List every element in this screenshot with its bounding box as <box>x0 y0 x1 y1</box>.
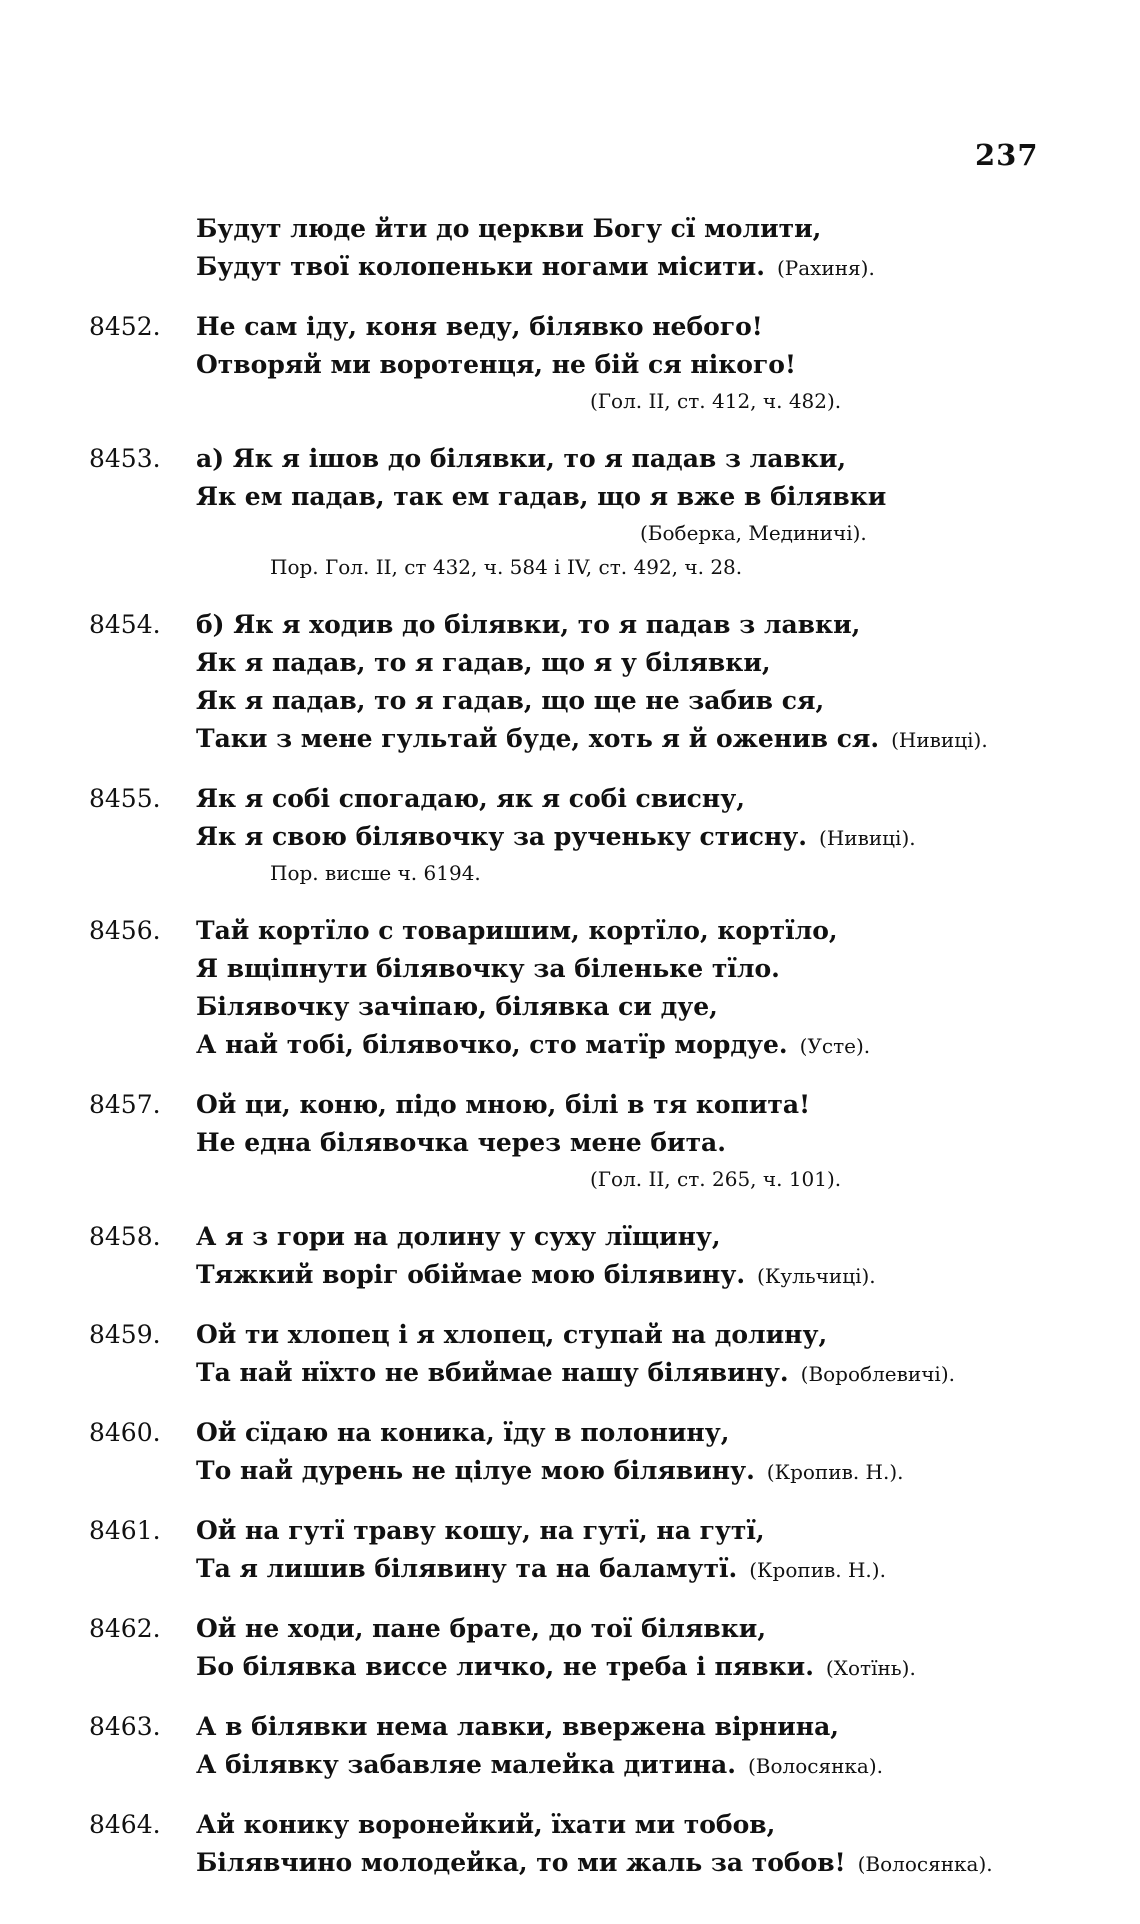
verse-text: Та я лишив білявину та на баламутї. <box>196 1554 738 1583</box>
verse-text: А най тобі, білявочко, сто матїр мордуе. <box>196 1030 788 1059</box>
verse-line <box>0 682 1140 720</box>
entry-number: 8458. <box>89 1222 161 1251</box>
entry-number: 8464. <box>89 1810 161 1839</box>
verse-text: Білявочку зачіпаю, білявка си дуе, <box>196 992 718 1021</box>
verse-text: Бо білявка виссе личко, не треба і пявки. <box>196 1652 814 1681</box>
verse-line <box>0 912 1140 950</box>
verse-text: Як я собі спогадаю, як я собі свисну, <box>196 784 745 813</box>
entry-number: 8455. <box>89 784 161 813</box>
verse-line <box>0 818 1140 856</box>
verse-text: Ой на гутї траву кошу, на гутї, на гутї, <box>196 1516 765 1545</box>
reference-line <box>0 550 1140 584</box>
entry-number: 8461. <box>89 1516 161 1545</box>
page-number: 237 <box>975 138 1039 172</box>
reference-note: Пор. висше ч. 6194. <box>270 861 481 885</box>
entry-number: 8459. <box>89 1320 161 1349</box>
verse-text: Тяжкий воріг обіймае мою білявину. <box>196 1260 746 1289</box>
verse-text: Як я падав, то я гадав, що ще не забив ся, <box>196 686 825 715</box>
entry-number: 8457. <box>89 1090 161 1119</box>
reference-note: Пор. Гол. II, ст 432, ч. 584 і IV, ст. 492, ч. 28. <box>270 555 743 579</box>
source-note: (Хотїнь). <box>825 1656 916 1680</box>
verse-text: Як я падав, то я гадав, що я у білявки, <box>196 648 771 677</box>
source-line <box>0 516 1140 550</box>
verse-text: Ой сїдаю на коника, їду в полонину, <box>196 1418 730 1447</box>
verse-line <box>0 478 1140 516</box>
verse-text: Тай кортїло с товаришим, кортїло, кортїло, <box>196 916 838 945</box>
verse-line <box>0 1354 1140 1392</box>
verse-text: Будут твої колопеньки ногами місити. <box>196 252 765 281</box>
verse-text: Не сам іду, коня веду, білявко небого! <box>196 312 763 341</box>
source-note: (Кропив. Н.). <box>749 1558 886 1582</box>
verse-text: Та най нїхто не вбиймае нашу білявину. <box>196 1358 789 1387</box>
entry-number: 8462. <box>89 1614 161 1643</box>
entry-number: 8460. <box>89 1418 161 1447</box>
source-note: (Боберка, Мединичі). <box>640 521 867 545</box>
verse-text: Таки з мене гультай буде, хоть я й оженив ся. <box>196 724 880 753</box>
source-note: (Усте). <box>799 1034 871 1058</box>
source-line <box>0 384 1140 418</box>
verse-line <box>0 248 1140 286</box>
verse-line <box>0 1256 1140 1294</box>
verse-line <box>0 1026 1140 1064</box>
verse-line <box>0 644 1140 682</box>
verse-text: Як я свою білявочку за рученьку стисну. <box>196 822 808 851</box>
verse-text: а) Як я ішов до білявки, то я падав з лавки, <box>196 444 847 473</box>
verse-line <box>0 1806 1140 1844</box>
song-text <box>0 210 1140 1882</box>
source-note: (Вороблевичі). <box>800 1362 955 1386</box>
source-note: (Гол. II, ст. 412, ч. 482). <box>590 389 842 413</box>
entry-number: 8463. <box>89 1712 161 1741</box>
verse-line <box>0 1648 1140 1686</box>
source-note: (Кропив. Н.). <box>766 1460 904 1484</box>
entry-number: 8456. <box>89 916 161 945</box>
source-note: (Кульчиці). <box>757 1264 876 1288</box>
verse-line <box>0 1086 1140 1124</box>
verse-text: Ай конику воронейкий, їхати ми тобов, <box>196 1810 776 1839</box>
verse-text: Я вщіпнути білявочку за біленьке тїло. <box>196 954 780 983</box>
verse-line <box>0 1610 1140 1648</box>
verse-line <box>0 720 1140 758</box>
entry-number: 8454. <box>89 610 161 639</box>
verse-text: Білявчино молодейка, то ми жаль за тобов! <box>196 1848 846 1877</box>
verse-text: Будут люде йти до церкви Богу сї молити, <box>196 214 822 243</box>
entry-number: 8453. <box>89 444 161 473</box>
verse-line <box>0 1414 1140 1452</box>
verse-line <box>0 1124 1140 1162</box>
verse-line <box>0 1844 1140 1882</box>
verse-text: А в білявки нема лавки, вверженa вірнина, <box>196 1712 839 1741</box>
source-note: (Нивиці). <box>891 728 988 752</box>
verse-line <box>0 1512 1140 1550</box>
verse-line <box>0 950 1140 988</box>
verse-text: Ой ци, коню, підо мною, білі в тя копита! <box>196 1090 811 1119</box>
verse-text: Ой не ходи, пане брате, до тої білявки, <box>196 1614 767 1643</box>
verse-text: б) Як я ходив до білявки, то я падав з лавки, <box>196 610 861 639</box>
source-note: (Волосянка). <box>747 1754 883 1778</box>
reference-line <box>0 856 1140 890</box>
entry-number: 8452. <box>89 312 161 341</box>
verse-line <box>0 308 1140 346</box>
verse-line <box>0 1550 1140 1588</box>
source-line <box>0 1162 1140 1196</box>
verse-text: Ой ти хлопец і я хлопец, ступай на долину, <box>196 1320 828 1349</box>
verse-line <box>0 346 1140 384</box>
verse-text: А я з гори на долину у суху лїщину, <box>196 1222 721 1251</box>
verse-line <box>0 1452 1140 1490</box>
source-note: (Рахиня). <box>776 256 875 280</box>
source-note: (Волосянка). <box>857 1852 993 1876</box>
verse-line <box>0 1746 1140 1784</box>
verse-line <box>0 780 1140 818</box>
verse-line <box>0 440 1140 478</box>
verse-line <box>0 988 1140 1026</box>
verse-line <box>0 1218 1140 1256</box>
source-note: (Нивиці). <box>819 826 916 850</box>
verse-text: А білявку забавляе малейка дитина. <box>196 1750 736 1779</box>
verse-text: Як ем падав, так ем гадав, що я вже в білявки <box>196 482 887 511</box>
verse-line <box>0 606 1140 644</box>
verse-text: То най дурень не цілуе мою білявину. <box>196 1456 755 1485</box>
verse-line <box>0 1708 1140 1746</box>
source-note: (Гол. II, ст. 265, ч. 101). <box>590 1167 842 1191</box>
verse-line <box>0 210 1140 248</box>
verse-text: Отворяй ми воротенця, не бій ся нікого! <box>196 350 796 379</box>
verse-line <box>0 1316 1140 1354</box>
verse-text: Не една білявочка через мене бита. <box>196 1128 726 1157</box>
